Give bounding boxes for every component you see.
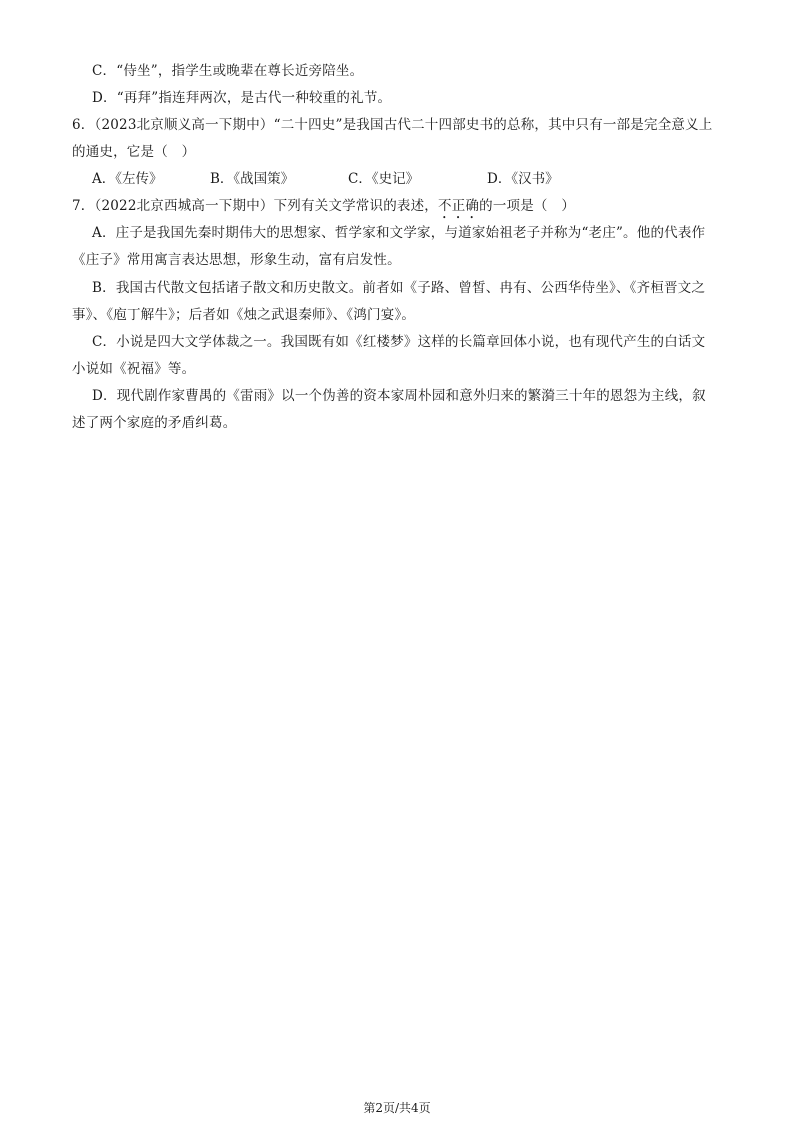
q7-option-a: A．庄子是我国先秦时期伟大的思想家、哲学家和文学家，与道家始祖老子并称为“老庄”。他的代表作 (92, 225, 706, 241)
q5-option-d: D．“再拜”指连拜两次，是古代一种较重的礼节。 (92, 90, 392, 106)
q7-option-a-continuation: 《庄子》常用寓言表达思想，形象生动，富有启发性。 (72, 252, 401, 268)
q6-option-b: B．《战国策》 (210, 171, 295, 187)
q7-stem (72, 197, 575, 222)
q6-stem (72, 116, 713, 134)
q7-option-d-continuation: 述了两个家庭的矛盾纠葛。 (72, 415, 237, 431)
q7-stem-text-end: 的一项是（ ） (479, 198, 576, 214)
q7-stem-emphasis: 不正确 (438, 198, 480, 214)
q7-option-b-continuation: 事》、《庖丁解牛》；后者如《烛之武退秦师》、《鸿门宴》。 (72, 307, 416, 323)
q5-option-c: C．“侍坐”，指学生或晚辈在尊长近旁陪坐。 (92, 63, 364, 79)
q6-stem-continuation: 的通史，它是（ ） (72, 144, 196, 160)
q6-stem-text: “二十四史”是我国古代二十四部史书的总称，其中只有一部是完全意义上 (273, 117, 713, 133)
q6-number: 6． (72, 117, 95, 133)
q6-source: （2023北京顺义高一下期中） (94, 117, 274, 133)
q6-option-d: D．《汉书》 (487, 171, 559, 187)
q7-source: （2022北京西城高一下期中） (94, 198, 274, 214)
q7-option-b: B．我国古代散文包括诸子散文和历史散文。前者如《子路、曾皙、冉有、公西华侍坐》、《齐桓晋文之 (92, 280, 706, 296)
q6-option-a: A．《左传》 (92, 171, 163, 187)
q7-number: 7． (72, 198, 95, 214)
q7-option-c-continuation: 小说如《祝福》等。 (72, 361, 196, 377)
q7-option-d: D．现代剧作家曹禺的《雷雨》以一个伪善的资本家周朴园和意外归来的繁漪三十年的恩怨为主线，叙 (92, 388, 706, 404)
q7-stem-text: 下列有关文学常识的表述， (273, 198, 439, 214)
q6-option-c: C．《史记》 (348, 171, 420, 187)
q7-option-c: C．小说是四大文学体裁之一。我国既有如《红楼梦》这样的长篇章回体小说，也有现代产生的白话文 (92, 334, 706, 350)
page-number: 第2页/共4页 (363, 1101, 431, 1115)
